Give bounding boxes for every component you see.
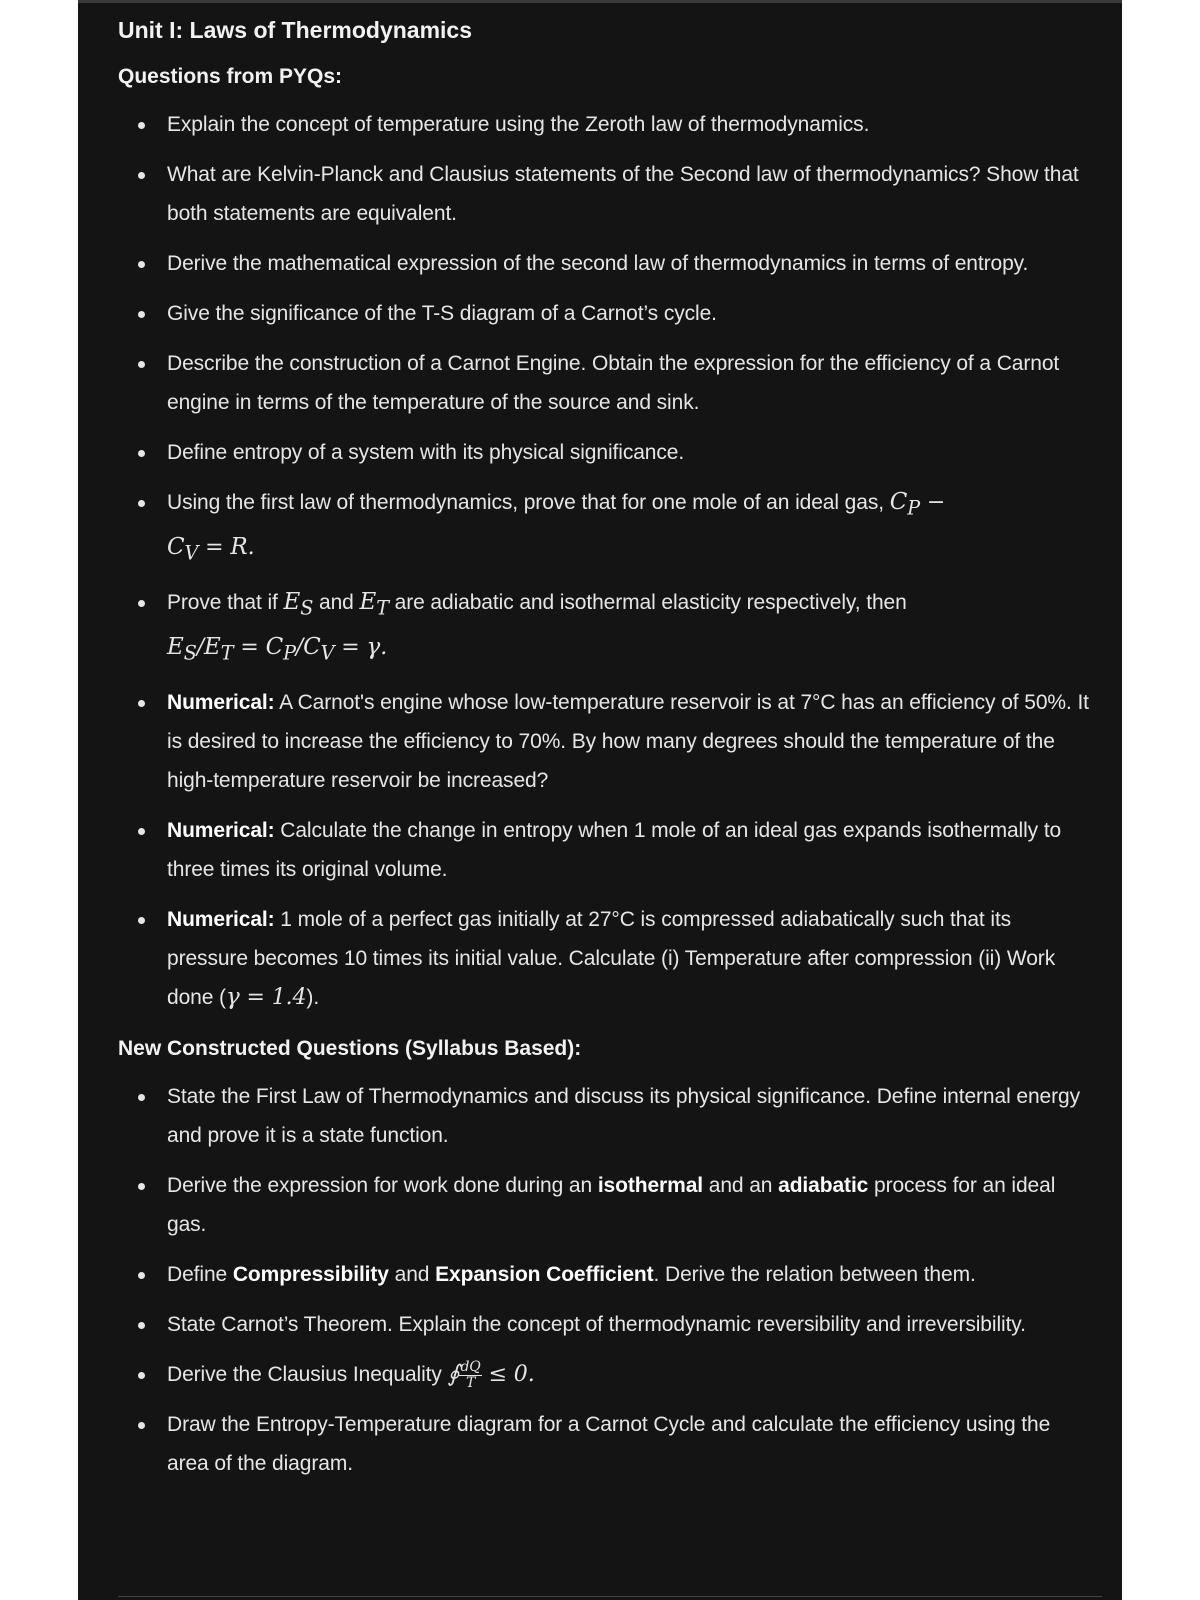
bullet-icon [138, 917, 145, 924]
math-cp-cv-r: $C_P$ − $C_V = R$. [167, 489, 946, 565]
question-text: State the First Law of Thermodynamics and discuss its physical significance. Define internal energy and prove it is a state function. [167, 1085, 1080, 1148]
new-question-4 [118, 1305, 1092, 1344]
bold-term: isothermal [597, 1174, 704, 1198]
math-es: $E_S$ [283, 589, 314, 620]
question-text: What are Kelvin-Planck and Clausius statements of the Second law of thermodynamics? Show that both statements are equivalent. [167, 163, 1079, 225]
pyq-question-8: Prove that if $E_S$ and $E_T$ are adiabatic and isothermal elasticity respectively, then $E_S/E_T = C_P/C_V = \gamma$. [118, 583, 1092, 672]
question-text: 1 mole of a perfect gas initially at 27°C is compressed adiabatically such that its pressure becomes 10 times its initial value. Calculate (i) Temperature after compression (ii) Work done ( [167, 908, 1056, 1010]
pyq-question-1 [118, 105, 1092, 144]
pyq-question-3 [118, 244, 1092, 283]
bullet-icon [138, 1094, 145, 1101]
unit-title: Unit I: Laws of Thermodynamics [118, 17, 472, 43]
bullet-icon [138, 261, 145, 268]
pyq-heading: Questions from PYQs: [118, 65, 343, 88]
bullet-icon [138, 450, 145, 457]
new-question-3: Define Compressibility and Expansion Coefficient. Derive the relation between them. [118, 1255, 1092, 1294]
pyq-question-10 [118, 811, 1092, 889]
new-question-5: Derive the Clausius Inequality ∮ $\frac{dQ}{T}$ ≤ 0. [118, 1355, 1092, 1394]
math-et: $E_T$ [359, 589, 389, 620]
question-text: Explain the concept of temperature using the Zeroth law of thermodynamics. [167, 113, 870, 136]
question-text: Give the significance of the T-S diagram of a Carnot’s cycle. [167, 302, 717, 325]
bullet-icon [138, 1272, 145, 1279]
bottom-divider [118, 1596, 1102, 1597]
numerical-label: Numerical: [167, 908, 275, 932]
bullet-icon [138, 172, 145, 179]
bold-term: Compressibility [232, 1263, 389, 1287]
math-clausius-inequality: ∮ $\frac{dQ}{T}$ ≤ 0. [447, 1358, 535, 1391]
pyq-question-5 [118, 344, 1092, 422]
numerical-label: Numerical: [167, 819, 275, 843]
bold-term: Expansion Coefficient [435, 1263, 654, 1287]
bold-term: adiabatic [778, 1174, 869, 1198]
new-question-list [118, 1077, 1092, 1483]
bullet-icon [138, 1183, 145, 1190]
question-text: Calculate the change in entropy when 1 mole of an ideal gas expands isothermally to three times its original volume. [167, 819, 1062, 882]
question-text: Using the first law of thermodynamics, prove that for one mole of an ideal gas, [167, 491, 884, 514]
pyq-question-9 [118, 683, 1092, 800]
document-content [118, 15, 1092, 1494]
new-question-1 [118, 1077, 1092, 1155]
bullet-icon [138, 700, 145, 707]
pyq-question-list [118, 105, 1092, 1017]
bullet-icon [138, 122, 145, 129]
new-question-2: Derive the expression for work done during an isothermal and an adiabatic process for an ideal gas. [118, 1166, 1092, 1244]
numerical-label: Numerical: [167, 691, 275, 715]
math-gamma: γ = 1.4 [225, 984, 307, 1011]
bullet-icon [138, 500, 145, 507]
bullet-icon [138, 1372, 145, 1379]
question-text: State Carnot’s Theorem. Explain the concept of thermodynamic reversibility and irreversibility. [167, 1313, 1026, 1337]
pyq-question-11: Numerical: 1 mole of a perfect gas initially at 27°C is compressed adiabatically such that its pressure becomes 10 times its initial value. Calculate (i) Temperature after compression (ii) Work done (γ = 1.4). [118, 900, 1092, 1017]
new-questions-heading: New Constructed Questions (Syllabus Based): [118, 1037, 582, 1061]
question-text: Draw the Entropy-Temperature diagram for a Carnot Cycle and calculate the efficiency using the area of the diagram. [167, 1413, 1051, 1476]
question-text: Define entropy of a system with its physical significance. [167, 441, 685, 464]
question-text: A Carnot's engine whose low-temperature reservoir is at 7°C has an efficiency of 50%. It is desired to increase the efficiency to 70%. By how many degrees should the temperature of the high-temperature reservoir be increased? [167, 691, 1089, 793]
bullet-icon [138, 828, 145, 835]
pyq-question-4 [118, 294, 1092, 333]
document-panel [78, 0, 1122, 1600]
new-question-6 [118, 1405, 1092, 1483]
bullet-icon [138, 600, 145, 607]
bullet-icon [138, 1422, 145, 1429]
question-text: Describe the construction of a Carnot Engine. Obtain the expression for the efficiency of a Carnot engine in terms of the temperature of the source and sink. [167, 352, 1060, 414]
math-es-et-ratio: $E_S/E_T = C_P/C_V = \gamma$. [167, 633, 388, 665]
pyq-question-2 [118, 155, 1092, 233]
fraction-dq-over-t: $\frac{dQ}{T}$ [460, 1358, 481, 1391]
question-text: Derive the mathematical expression of the second law of thermodynamics in terms of entropy. [167, 252, 1029, 275]
bullet-icon [138, 361, 145, 368]
pyq-question-7 [118, 483, 1092, 572]
pyq-question-6 [118, 433, 1092, 472]
bullet-icon [138, 1322, 145, 1329]
bullet-icon [138, 311, 145, 318]
